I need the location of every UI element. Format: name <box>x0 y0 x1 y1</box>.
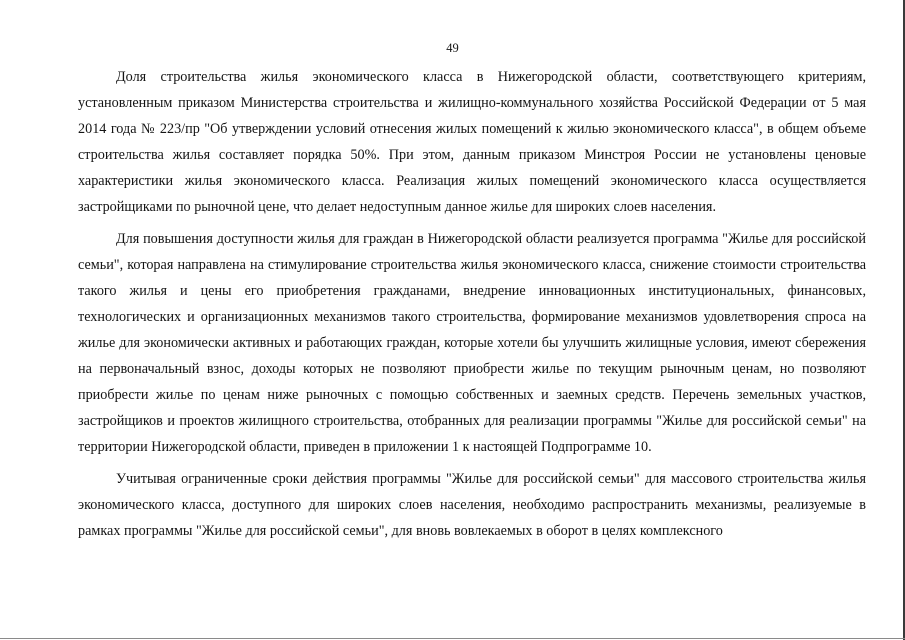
paragraph-economy-class-share: Доля строительства жилья экономического класса в Нижегородской области, соответствующего критериям, установленным приказом Министерства строительства и жилищно-коммунального хозяйства Российской Федерации от 5 мая 2014 года № 223/пр "Об утверждении условий отнесения жилых помещений к жилью экономического класса", в общем объеме строительства жилья составляет порядка 50%. При этом, данным приказом Минстроя России не установлены ценовые характеристики жилья экономического класса. Реализация жилых помещений экономического класса осуществляется застройщиками по рыночной цене, что делает недоступным данное жилье для широких слоев населения. <box>78 69 866 215</box>
document-body <box>78 64 866 544</box>
paragraph-housing-program: Для повышения доступности жилья для граждан в Нижегородской области реализуется программа "Жилье для российской семьи", которая направлена на стимулирование строительства жилья экономического класса, снижение стоимости строительства такого жилья и цены его приобретения гражданами, внедрение инновационных институциональных, финансовых, технологических и организационных механизмов такого строительства, формирование механизмов удовлетворения спроса на жилье для экономически активных и работающих граждан, которые хотели бы улучшить жилищные условия, имеют сбережения на первоначальный взнос, доходы которых не позволяют приобрести жилье по текущим рыночным ценам, но позволяют приобрести жилье по ценам ниже рыночных с помощью собственных и заемных средств. Перечень земельных участков, застройщиков и проектов жилищного строительства, отобранных для реализации программы "Жилье для российской семьи" на территории Нижегородской области, приведен в приложении 1 к настоящей Подпрограмме 10. <box>78 231 866 455</box>
paragraph-program-extension: Учитывая ограниченные сроки действия программы "Жилье для российской семьи" для массового строительства жилья экономического класса, доступного для широких слоев населения, необходимо распространить механизмы, реализуемые в рамках программы "Жилье для российской семьи", для вновь вовлекаемых в оборот в целях комплексного <box>78 471 866 539</box>
scan-edge-bottom <box>0 638 905 639</box>
page-number: 49 <box>446 41 459 55</box>
